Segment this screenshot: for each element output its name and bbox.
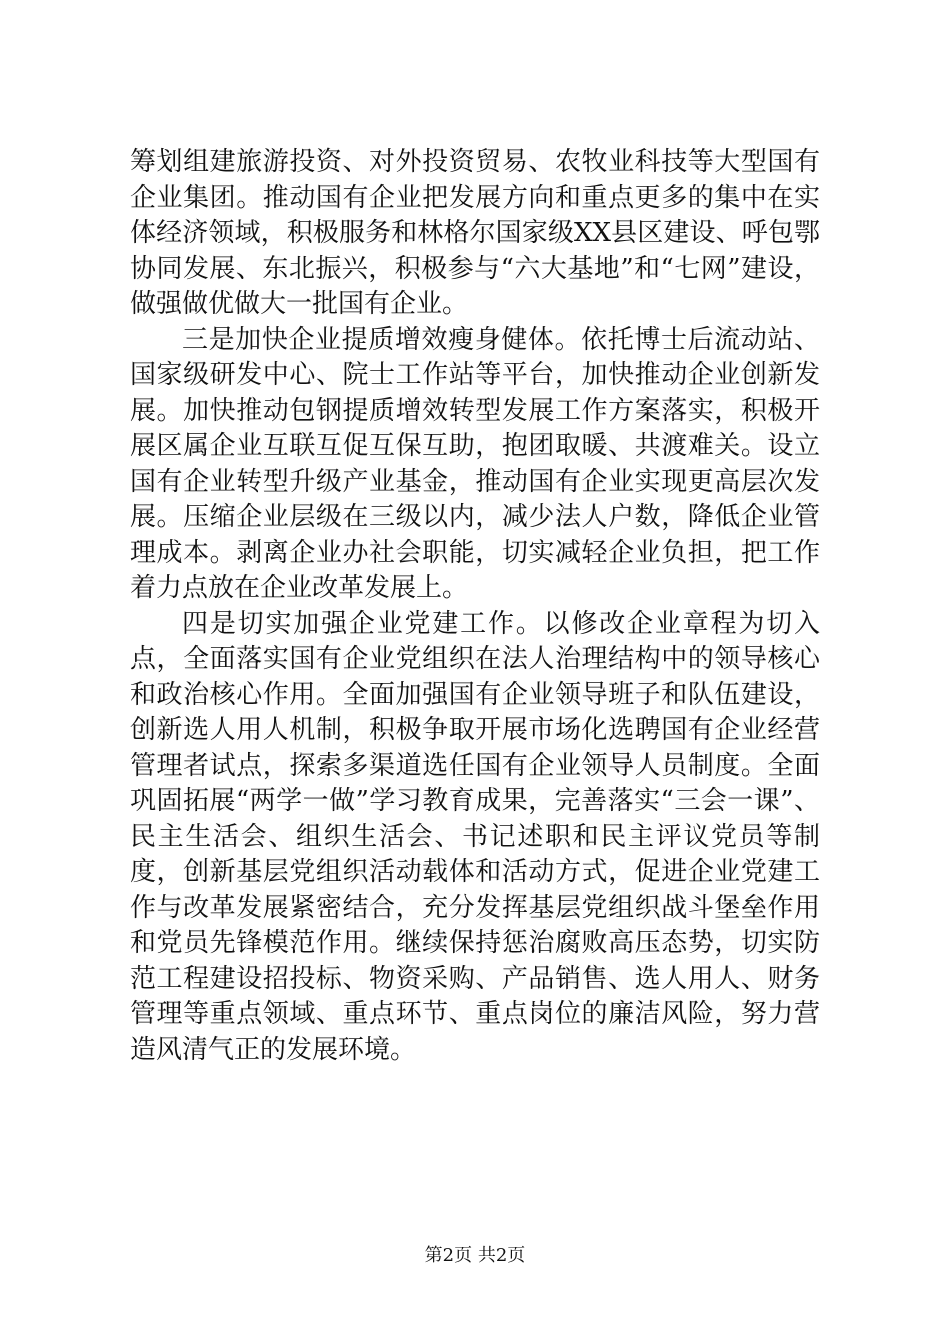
document-body xyxy=(130,145,820,1068)
paragraph-continuation: 筹划组建旅游投资、对外投资贸易、农牧业科技等大型国有企业集团。推动国有企业把发展方向和重点更多的集中在实体经济领域，积极服务和林格尔国家级XX县区建设、呼包鄂协同发展、东北振兴，积极参与“六大基地”和“七网”建设，做强做优做大一批国有企业。 xyxy=(130,147,820,319)
paragraph-point-four: 四是切实加强企业党建工作。以修改企业章程为切入点，全面落实国有企业党组织在法人治理结构中的领导核心和政治核心作用。全面加强国有企业领导班子和队伍建设，创新选人用人机制，积极争取开展市场化选聘国有企业经营管理者试点，探索多渠道选任国有企业领导人员制度。全面巩固拓展“两学一做”学习教育成果，完善落实“三会一课”、民主生活会、组织生活会、书记述职和民主评议党员等制度，创新基层党组织活动载体和活动方式，促进企业党建工作与改革发展紧密结合，充分发挥基层党组织战斗堡垒作用和党员先锋模范作用。继续保持惩治腐败高压态势，切实防范工程建设招投标、物资采购、产品销售、选人用人、财务管理等重点领域、重点环节、重点岗位的廉洁风险，努力营造风清气正的发展环境。 xyxy=(130,608,820,1065)
page-footer: 第2页 共2页 xyxy=(424,1245,526,1266)
paragraph-point-three: 三是加快企业提质增效瘦身健体。依托博士后流动站、国家级研发中心、院士工作站等平台，加快推动企业创新发展。加快推动包钢提质增效转型发展工作方案落实，积极开展区属企业互联互促互保互助，抱团取暖、共渡难关。设立国有企业转型升级产业基金，推动国有企业实现更高层次发展。压缩企业层级在三级以内，减少法人户数，降低企业管理成本。剥离企业办社会职能，切实减轻企业负担，把工作着力点放在企业改革发展上。 xyxy=(130,324,820,603)
